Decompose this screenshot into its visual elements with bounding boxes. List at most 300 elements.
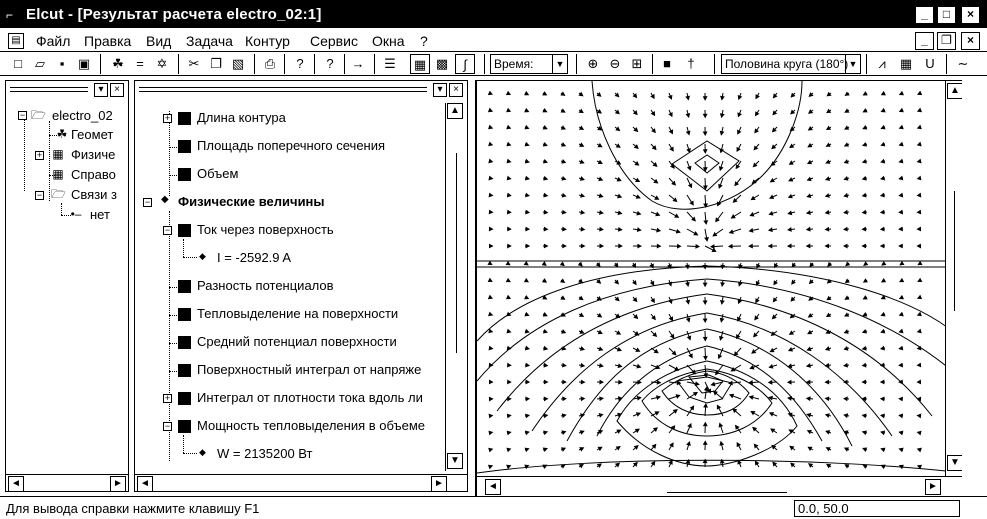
- vector-arrow-head: [506, 262, 509, 265]
- vector-arrow-head: [580, 448, 583, 451]
- scroll-right-icon[interactable]: ►: [431, 476, 447, 492]
- vector-arrow-head: [687, 318, 690, 321]
- vector-arrow-head: [694, 232, 697, 235]
- vector-arrow-head: [738, 130, 741, 133]
- vector-arrow-head: [600, 211, 603, 214]
- vector-arrow-head: [881, 380, 884, 383]
- result-item[interactable]: Средний потенциал поверхности: [197, 334, 397, 349]
- vector-arrow-head: [507, 126, 510, 129]
- pin-button[interactable]: ▾: [94, 83, 108, 97]
- vector-arrow-head: [526, 177, 529, 180]
- vector-arrow-head: [721, 301, 724, 304]
- vector-arrow-head: [544, 211, 547, 214]
- vector-arrow-head: [788, 228, 791, 231]
- geometry-icon[interactable]: ☘: [112, 56, 124, 71]
- toolbar-separator: [714, 54, 715, 74]
- vector-arrow-head: [525, 448, 528, 451]
- scroll-right-icon[interactable]: ►: [925, 479, 941, 495]
- zoom-out-icon[interactable]: ⊖: [609, 56, 621, 71]
- square-icon: [178, 364, 191, 377]
- tree-item-geometry[interactable]: Геомет: [71, 127, 114, 142]
- vector-arrow-head: [918, 380, 921, 383]
- horizontal-scrollbar[interactable]: [6, 474, 128, 491]
- vector-arrow-head: [827, 144, 830, 147]
- tree-connector: [169, 147, 177, 148]
- vector-arrow-head: [526, 397, 529, 400]
- vector-arrow-head: [489, 414, 492, 417]
- bullet-icon: ◆: [161, 194, 169, 205]
- vector-arrow-head: [526, 347, 529, 350]
- vector-arrow-head: [827, 110, 830, 113]
- vector-arrow-head: [844, 194, 847, 197]
- tree-item-none[interactable]: нет: [90, 207, 110, 222]
- vector-arrow-head: [881, 431, 884, 434]
- doc-close-button[interactable]: ×: [961, 32, 980, 50]
- vector-arrow-head: [718, 355, 721, 358]
- vector-arrow-head: [918, 109, 921, 112]
- menu-contour[interactable]: Контур: [245, 33, 290, 49]
- vector-arrow-head: [711, 245, 714, 248]
- scroll-left-icon[interactable]: ◄: [137, 476, 153, 492]
- doc-minimize-button[interactable]: _: [915, 32, 934, 50]
- result-item[interactable]: Поверхностный интеграл от напряже: [197, 362, 422, 377]
- vector-arrow-head: [807, 397, 810, 400]
- tree-expander[interactable]: +: [36, 150, 43, 160]
- vector-arrow-head: [704, 423, 707, 426]
- vector-arrow-head: [881, 143, 884, 146]
- result-item[interactable]: Объем: [197, 166, 239, 181]
- vector-arrow-head: [863, 330, 866, 333]
- vector-arrow-head: [670, 443, 673, 446]
- vector-arrow-head: [807, 211, 810, 214]
- vector-arrow-head: [863, 380, 866, 383]
- zoom-in-icon[interactable]: ⊕: [587, 56, 599, 71]
- vector-arrow-head: [544, 347, 547, 350]
- vector-arrow-head: [525, 126, 528, 129]
- tree-expander[interactable]: +: [164, 113, 171, 123]
- vector-arrow-head: [774, 281, 777, 284]
- vector-arrow-head: [507, 279, 510, 282]
- panel-grip[interactable]: [139, 87, 427, 92]
- cursor-coordinates: 0.0, 50.0: [794, 500, 960, 517]
- vector-arrow-head: [705, 387, 708, 390]
- vector-arrow-head: [636, 179, 639, 182]
- vector-arrow-head: [882, 279, 885, 282]
- result-item[interactable]: Длина контура: [197, 110, 286, 125]
- vector-arrow-head: [544, 431, 547, 434]
- vector-arrow-head: [617, 144, 620, 147]
- vector-arrow-head: [864, 262, 867, 265]
- menu-view[interactable]: Вид: [146, 33, 172, 49]
- panel-grip[interactable]: [10, 87, 88, 92]
- vector-arrow-head: [719, 185, 722, 188]
- vector-arrow-head: [544, 228, 547, 231]
- vector-arrow-head: [826, 381, 829, 384]
- result-item[interactable]: Интеграл от плотности тока вдоль ли: [197, 390, 423, 405]
- vector-arrow-head: [581, 177, 584, 180]
- menu-file[interactable]: Файл: [36, 33, 71, 49]
- panel-close-button[interactable]: ×: [449, 83, 463, 97]
- vector-arrow-head: [704, 356, 707, 359]
- menu-windows[interactable]: Окна: [372, 33, 405, 49]
- vector-arrow-head: [598, 314, 601, 317]
- panel-header[interactable]: [135, 81, 467, 99]
- vector-arrow-head: [651, 95, 654, 98]
- scroll-up-icon[interactable]: ▲: [947, 83, 962, 99]
- tree-guide: [183, 239, 184, 257]
- vector-arrow-head: [544, 244, 547, 247]
- tree-expander[interactable]: −: [164, 421, 171, 431]
- scroll-down-icon[interactable]: ▼: [447, 453, 463, 469]
- contour-lower: [477, 266, 962, 341]
- toolbar-separator: [374, 54, 375, 74]
- zoom-fit-icon[interactable]: ⊞: [631, 56, 643, 71]
- vector-arrow-head: [845, 143, 848, 146]
- result-item[interactable]: Разность потенциалов: [197, 278, 334, 293]
- vector-arrow-head: [756, 299, 759, 302]
- contour-lower: [477, 460, 962, 473]
- vector-arrow-head: [525, 330, 528, 333]
- scroll-right-icon[interactable]: ►: [110, 476, 126, 492]
- vector-arrow-head: [863, 431, 866, 434]
- close-button[interactable]: ×: [961, 6, 980, 24]
- vector-arrow-head: [827, 314, 830, 317]
- vector-arrow-head: [508, 227, 511, 230]
- vector-arrow-head: [899, 244, 902, 247]
- vector-arrow-head: [562, 330, 565, 333]
- vector-arrow-head: [508, 211, 511, 214]
- result-value[interactable]: W = 2135200 Вт: [217, 446, 313, 461]
- link-icon: •–: [70, 207, 82, 221]
- vector-arrow-head: [899, 160, 902, 163]
- vector-arrow-head: [881, 194, 884, 197]
- tree-expander[interactable]: −: [36, 190, 43, 200]
- units-icon[interactable]: U: [925, 56, 935, 71]
- toolbar-separator: [576, 54, 577, 74]
- vector-arrow-head: [599, 347, 602, 350]
- vector-arrow-head: [489, 448, 492, 451]
- square-icon: [178, 224, 191, 237]
- result-group-title[interactable]: Физические величины: [178, 194, 325, 209]
- vector-arrow-head: [899, 177, 902, 180]
- menu-edit[interactable]: Правка: [84, 33, 132, 49]
- vector-arrow-head: [899, 211, 902, 214]
- color-fill-icon[interactable]: ■: [663, 56, 671, 71]
- vector-arrow-head: [771, 179, 774, 182]
- toolbar-separator: [284, 54, 285, 74]
- tree-item-physics[interactable]: Физиче: [71, 147, 116, 162]
- app-icon[interactable]: ⌐: [6, 8, 14, 22]
- vector-arrow-head: [807, 228, 810, 231]
- vector-arrow-head: [689, 354, 692, 357]
- cut-icon[interactable]: ✂: [188, 56, 200, 71]
- menu-help[interactable]: ?: [420, 33, 428, 49]
- vector-arrow-head: [489, 313, 492, 316]
- scroll-thumb[interactable]: [667, 492, 787, 493]
- tree-connector: [169, 371, 177, 372]
- scroll-down-icon[interactable]: ▼: [947, 455, 962, 471]
- vector-arrow-head: [918, 414, 921, 417]
- vector-arrow-head: [580, 465, 583, 468]
- maximize-button[interactable]: □: [937, 6, 956, 24]
- vector-arrow-head: [918, 126, 921, 129]
- panel-close-button[interactable]: ×: [110, 83, 124, 97]
- scroll-thumb[interactable]: [456, 153, 457, 353]
- vector-arrow-head: [657, 245, 660, 248]
- vector-arrow-head: [544, 143, 547, 146]
- horizontal-scrollbar[interactable]: [135, 474, 467, 491]
- vector-arrow-head: [544, 414, 547, 417]
- vector-arrow-head: [918, 177, 921, 180]
- whats-this-icon[interactable]: ?: [326, 56, 334, 71]
- vector-arrow-head: [845, 160, 848, 163]
- tree-item-reference[interactable]: Справо: [71, 167, 116, 182]
- vector-arrow-head: [807, 414, 810, 417]
- field-plot-area[interactable]: [475, 80, 962, 496]
- integral-icon[interactable]: ∫: [455, 54, 475, 74]
- vector-arrow-head: [619, 228, 622, 231]
- scroll-left-icon[interactable]: ◄: [8, 476, 24, 492]
- vector-arrow-head: [918, 92, 921, 95]
- vector-arrow-head: [918, 364, 921, 367]
- contour-lower: [532, 313, 892, 436]
- vector-arrow-head: [918, 330, 921, 333]
- vector-arrow-head: [490, 244, 493, 247]
- equal-icon[interactable]: =: [136, 56, 144, 71]
- vector-arrow-head: [508, 414, 511, 417]
- vector-arrow-head: [900, 279, 903, 282]
- vector-arrow-head: [790, 161, 793, 164]
- time-select[interactable]: [490, 54, 568, 74]
- vector-arrow-head: [581, 194, 584, 197]
- scroll-left-icon[interactable]: ◄: [485, 479, 501, 495]
- vector-arrow-head: [737, 148, 740, 151]
- doc-restore-button[interactable]: ❐: [937, 32, 956, 50]
- result-item[interactable]: Ток через поверхность: [197, 222, 334, 237]
- vector-arrow-head: [689, 184, 692, 187]
- save-all-icon[interactable]: ▣: [77, 56, 91, 71]
- tree-guide: [169, 111, 170, 196]
- vector-arrow-head: [669, 113, 672, 116]
- vector-arrow-head: [687, 131, 690, 134]
- vector-arrow-head: [918, 143, 921, 146]
- vector-arrow-head: [721, 283, 724, 286]
- vector-arrow-head: [543, 279, 546, 282]
- tree-connector: [169, 315, 177, 316]
- calculator-icon[interactable]: ▩: [435, 56, 449, 71]
- vector-arrow-head: [656, 213, 659, 216]
- document-icon[interactable]: ▤: [8, 33, 24, 49]
- new-file-icon[interactable]: □: [14, 56, 22, 71]
- vector-arrow-head: [489, 160, 492, 163]
- vector-arrow-head: [844, 414, 847, 417]
- vector-arrow-head: [704, 283, 707, 286]
- vector-arrow-head: [918, 211, 921, 214]
- vector-arrow-head: [580, 143, 583, 146]
- vector-arrow-head: [789, 348, 792, 351]
- vector-arrow-head: [688, 166, 691, 169]
- vector-arrow-head: [863, 194, 866, 197]
- table-view-icon[interactable]: ▦: [410, 54, 430, 74]
- menu-task[interactable]: Задача: [186, 33, 233, 49]
- vector-arrow-head: [826, 160, 829, 163]
- tree-guide: [61, 203, 62, 215]
- vector-arrow-head: [507, 330, 510, 333]
- vertical-scrollbar[interactable]: [445, 103, 462, 471]
- wand-icon[interactable]: ✡: [156, 56, 168, 71]
- tree-expander[interactable]: +: [164, 393, 171, 403]
- vector-arrow-head: [562, 177, 565, 180]
- vectors-icon[interactable]: †: [687, 56, 695, 71]
- vector-arrow-head: [563, 244, 566, 247]
- view-mode-select[interactable]: [721, 54, 861, 74]
- vector-arrow-head: [881, 177, 884, 180]
- vector-arrow-head: [507, 143, 510, 146]
- vector-arrow-head: [918, 296, 921, 299]
- horizontal-scrollbar[interactable]: [477, 476, 962, 496]
- project-tree-panel: [5, 80, 129, 492]
- vector-arrow-head: [563, 381, 566, 384]
- vector-arrow-head: [563, 228, 566, 231]
- vector-arrow-head: [732, 215, 735, 218]
- save-icon[interactable]: ▪: [59, 56, 65, 71]
- vector-arrow-head: [600, 381, 603, 384]
- vector-arrow-head: [863, 448, 866, 451]
- tree-connector: [183, 257, 197, 258]
- vector-arrow-head: [769, 381, 772, 384]
- vertical-scrollbar[interactable]: [945, 81, 962, 476]
- vector-arrow-head: [675, 214, 678, 217]
- vector-arrow-head: [525, 262, 528, 265]
- tree-expander[interactable]: −: [144, 197, 151, 207]
- vector-arrow-head: [844, 397, 847, 400]
- vector-arrow-head: [704, 132, 707, 135]
- title-bar[interactable]: [0, 0, 987, 30]
- minimize-button[interactable]: _: [915, 6, 934, 24]
- vector-arrow-head: [769, 245, 772, 248]
- vector-arrow-head: [918, 244, 921, 247]
- panel-header[interactable]: [6, 81, 128, 99]
- result-item[interactable]: Тепловыделение на поверхности: [197, 306, 399, 321]
- print-icon[interactable]: ⎙: [264, 56, 276, 71]
- vector-arrow-head: [561, 92, 564, 95]
- toolbar-separator: [344, 54, 345, 74]
- vector-arrow-head: [687, 442, 690, 445]
- vector-arrow-head: [618, 195, 621, 198]
- wave-icon[interactable]: ∼: [957, 56, 969, 71]
- vector-arrow-head: [638, 228, 641, 231]
- vector-arrow-head: [525, 313, 528, 316]
- arrow-icon[interactable]: →: [351, 56, 365, 71]
- tree-guide: [24, 116, 25, 191]
- time-select-label: Время:: [494, 57, 534, 71]
- help-icon[interactable]: ?: [296, 56, 304, 71]
- vector-arrow-head: [580, 330, 583, 333]
- result-item[interactable]: Мощность тепловыделения в объеме: [197, 418, 426, 433]
- scroll-thumb[interactable]: [954, 191, 955, 311]
- vector-arrow-head: [543, 313, 546, 316]
- vector-arrow-head: [730, 230, 733, 233]
- plot-icon[interactable]: ⩘: [878, 56, 886, 71]
- vector-arrow-head: [562, 143, 565, 146]
- vector-arrow-head: [562, 431, 565, 434]
- table-icon: ▦: [52, 147, 64, 161]
- contour-upper-inner: [695, 155, 719, 173]
- open-file-icon[interactable]: ▱: [35, 56, 45, 71]
- vector-arrow-head: [507, 160, 510, 163]
- vector-arrow-head: [561, 296, 564, 299]
- tree-item-links[interactable]: Связи з: [71, 187, 117, 202]
- vector-arrow-head: [881, 448, 884, 451]
- vector-arrow-head: [489, 211, 492, 214]
- toolbar-separator: [100, 54, 101, 74]
- toolbar-separator: [652, 54, 653, 74]
- vector-arrow-head: [619, 381, 622, 384]
- vector-field: [488, 92, 921, 469]
- grid-table-icon[interactable]: ▦: [899, 56, 913, 71]
- vector-arrow-head: [526, 244, 529, 247]
- vector-arrow-head: [580, 127, 583, 130]
- vector-arrow-head: [844, 177, 847, 180]
- vector-arrow-head: [670, 130, 673, 133]
- menu-service[interactable]: Сервис: [310, 33, 358, 49]
- vector-arrow-head: [882, 262, 885, 265]
- result-item[interactable]: Площадь поперечного сечения: [197, 138, 386, 153]
- scroll-up-icon[interactable]: ▲: [447, 103, 463, 119]
- vector-arrow-head: [900, 313, 903, 316]
- vector-arrow-head: [617, 178, 620, 181]
- vector-arrow-head: [881, 160, 884, 163]
- field-plot-canvas[interactable]: [477, 81, 962, 496]
- square-icon: [178, 168, 191, 181]
- field-view-icon[interactable]: ☰: [384, 56, 396, 71]
- vector-arrow-head: [882, 109, 885, 112]
- vector-arrow-head: [881, 347, 884, 350]
- vector-arrow-head: [881, 228, 884, 231]
- paste-icon[interactable]: ▧: [231, 56, 245, 71]
- pin-button[interactable]: ▾: [433, 83, 447, 97]
- vector-arrow-head: [657, 396, 660, 399]
- vector-arrow-head: [600, 397, 603, 400]
- chevron-down-icon[interactable]: ▼: [845, 55, 860, 73]
- vector-arrow-head: [688, 424, 691, 427]
- vector-arrow-head: [561, 465, 564, 468]
- chevron-down-icon[interactable]: ▼: [552, 55, 567, 73]
- window-title: Elcut - [Результат расчета electro_02:1]: [26, 6, 322, 23]
- tree-expander[interactable]: −: [19, 110, 26, 120]
- vector-arrow-head: [581, 211, 584, 214]
- geometry-icon: ☘: [56, 127, 68, 141]
- vector-arrow-head: [807, 244, 810, 247]
- copy-icon[interactable]: ❐: [210, 56, 222, 71]
- vector-arrow-head: [599, 178, 602, 181]
- tree-item-project[interactable]: electro_02: [52, 108, 113, 123]
- vector-arrow-head: [900, 92, 903, 95]
- vector-arrow-head: [808, 178, 811, 181]
- vector-arrow-head: [544, 194, 547, 197]
- result-value[interactable]: I = -2592.9 A: [217, 250, 292, 265]
- vector-arrow-head: [562, 448, 565, 451]
- vector-arrow-head: [508, 194, 511, 197]
- vector-arrow-head: [598, 447, 601, 450]
- tree-expander[interactable]: −: [164, 225, 171, 235]
- vector-arrow-head: [863, 347, 866, 350]
- vector-arrow-head: [489, 296, 492, 299]
- vector-arrow-head: [770, 349, 773, 352]
- vector-arrow-head: [750, 396, 753, 399]
- vector-arrow-head: [525, 143, 528, 146]
- toolbar-separator: [484, 54, 485, 74]
